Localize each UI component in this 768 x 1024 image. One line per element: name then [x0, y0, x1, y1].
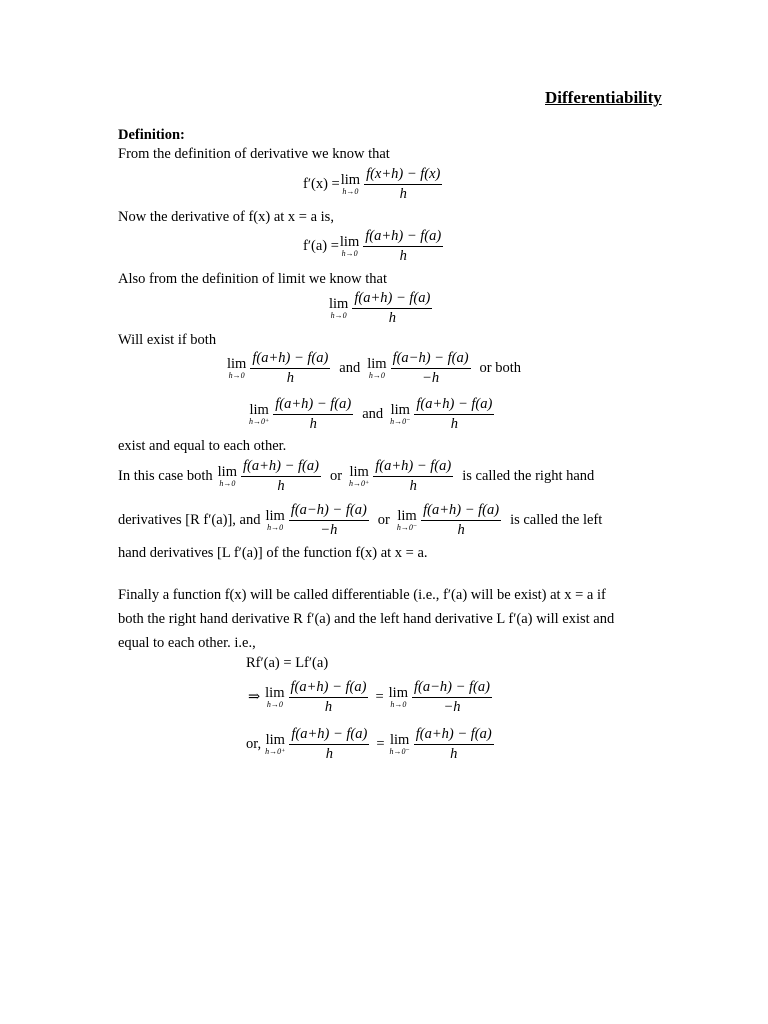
fraction: $\frac{f(a+h) - f(a)}{h}$	[375, 458, 452, 494]
equation-limit-definition	[328, 290, 435, 327]
fraction: $\frac{f(a+h) - f(a)}{h}$	[242, 458, 319, 494]
fraction: $\frac{f(a-h) - f(a)}{-h}$	[290, 502, 367, 538]
fraction: $\frac{f(a+h) - f(a)}{h}$	[290, 679, 367, 715]
limit-operator: lim h→0	[340, 172, 361, 196]
text-line-11: equal to each other. i.e.,	[118, 635, 256, 651]
fraction: $\frac{f(a+h) - f(a)}{h}$	[291, 726, 368, 762]
text-line-4: Will exist if both	[118, 332, 217, 348]
equation-derivative-a	[303, 228, 446, 265]
fraction: $\frac{f(a-h) - f(a)}{-h}$	[392, 350, 469, 386]
text-line-10: both the right hand derivative R f′(a) and the left hand derivative L f′(a) will exist and	[118, 611, 615, 627]
equation-both-limits: lim h→0 $\frac{f(a+h) - f(a)}{h}$ and lim h→0 $\frac{f(a-h) - f(a)}{-h}$ or both	[227, 350, 522, 386]
text-line-2: Now the derivative of f(x) at x = a is,	[118, 209, 334, 225]
limit-operator: lim h→0⁻	[396, 508, 418, 532]
equation-derivative-x	[303, 166, 445, 203]
page-title: Differentiability	[545, 88, 662, 107]
fraction: $\frac{f(a+h) - f(a)}{h}$	[423, 502, 500, 538]
limit-operator: lim h→0	[265, 508, 285, 532]
text-line-3: Also from the definition of limit we know that	[118, 271, 388, 287]
text-line-1: From the definition of derivative we know that	[118, 146, 390, 162]
fraction: $\frac{f(a+h) - f(a)}{h}$	[354, 290, 431, 326]
text-line-8: hand derivatives [L f′(a)] of the function f(x) at x = a.	[118, 545, 428, 561]
limit-operator: lim h→0	[339, 234, 360, 258]
text-line-left-hand: derivatives [R f′(a)], and lim h→0 $\frac{f(a-h) - f(a)}{-h}$ or lim h→0⁻ $\frac{f(a+h) - f(a)}{h}$ is called the left	[118, 502, 603, 538]
fraction: $\frac{f(a+h) - f(a)}{h}$	[365, 228, 442, 264]
definition-heading: Definition:	[118, 127, 185, 143]
eq-lhs: f′(x) =	[303, 176, 340, 192]
fraction: $\frac{f(a+h) - f(a)}{h}$	[252, 350, 329, 386]
limit-operator: lim h→0	[265, 685, 285, 709]
limit-operator: lim h→0	[227, 356, 247, 380]
equation-rf-equals-lf: Rf′(a) = Lf′(a)	[246, 655, 329, 671]
equation-implies: ⇒ lim h→0 $\frac{f(a+h) - f(a)}{h}$ = lim h→0 $\frac{f(a-h) - f(a)}{-h}$	[248, 679, 490, 715]
text-line-5: exist and equal to each other.	[118, 438, 287, 454]
limit-operator: lim h→0⁺	[349, 464, 370, 488]
eq-lhs: f′(a) =	[303, 238, 339, 254]
fraction: $\frac{f(a-h) - f(a)}{-h}$	[413, 679, 490, 715]
limit-operator: lim h→0⁻	[390, 402, 411, 426]
limit-operator: lim h→0	[329, 296, 349, 320]
fraction: $\frac{f(a+h) - f(a)}{h}$	[415, 726, 492, 762]
text-line-9: Finally a function f(x) will be called differentiable (i.e., f′(a) will be exist) at x = a if	[118, 587, 606, 603]
text-line-right-hand: In this case both lim h→0 $\frac{f(a+h) - f(a)}{h}$ or lim h→0⁺ $\frac{f(a+h) - f(a)}{h}$ is called the right hand	[118, 458, 595, 494]
limit-operator: lim h→0	[388, 685, 408, 709]
limit-operator: lim h→0⁺	[265, 732, 286, 756]
limit-operator: lim h→0	[367, 356, 387, 380]
fraction: $\frac{f(a+h) - f(a)}{h}$	[275, 396, 352, 432]
equation-or: or, lim h→0⁺ $\frac{f(a+h) - f(a)}{h}$ = lim h→0⁻ $\frac{f(a+h) - f(a)}{h}$	[246, 726, 492, 762]
fraction: $\frac{f(a+h) - f(a)}{h}$	[416, 396, 493, 432]
limit-operator: lim h→0⁻	[389, 732, 410, 756]
equation-one-sided-limits: lim h→0⁺ $\frac{f(a+h) - f(a)}{h}$ and lim h→0⁻ $\frac{f(a+h) - f(a)}{h}$	[249, 396, 493, 432]
limit-operator: lim h→0	[217, 464, 237, 488]
fraction: $\frac{f(x+h) - f(x)}{h}$	[366, 166, 441, 202]
limit-operator: lim h→0⁺	[249, 402, 270, 426]
